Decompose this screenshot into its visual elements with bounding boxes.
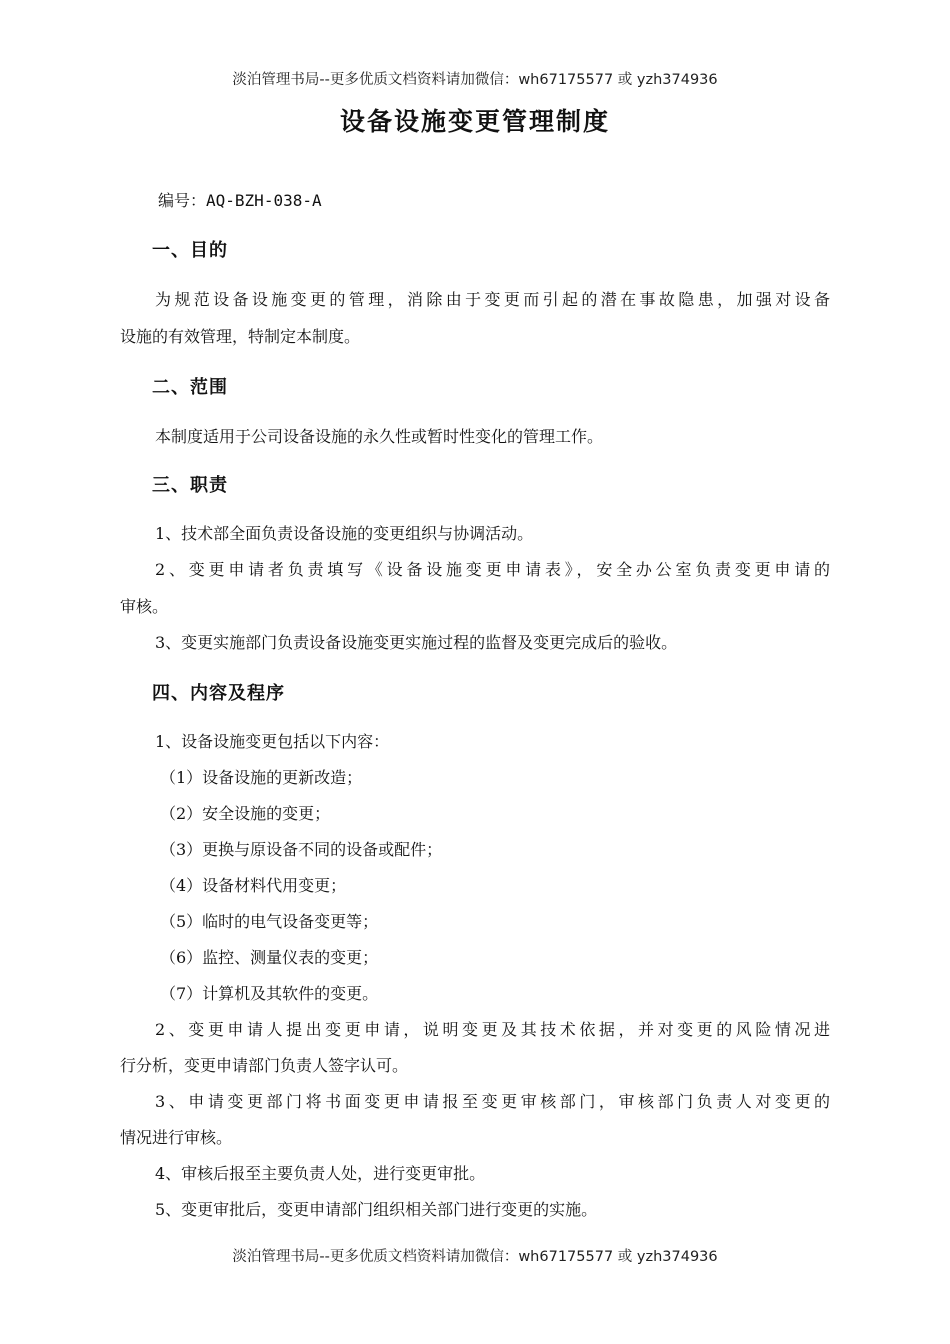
sub-list-item: （7）计算机及其软件的变更。 bbox=[160, 984, 379, 1003]
section-heading-purpose: 一、目的 bbox=[152, 240, 228, 261]
sub-list-item: （1）设备设施的更新改造； bbox=[160, 768, 363, 787]
list-item: 4、审核后报至主要负责人处，进行变更审批。 bbox=[155, 1164, 486, 1183]
list-item: 5、变更审批后，变更申请部门组织相关部门进行变更的实施。 bbox=[155, 1200, 598, 1219]
code-value: AQ-BZH-038-A bbox=[206, 191, 322, 210]
section-heading-procedure: 四、内容及程序 bbox=[152, 683, 285, 704]
list-item: 3、变更实施部门负责设备设施变更实施过程的监督及变更完成后的验收。 bbox=[155, 633, 678, 652]
page-header: 淡泊管理书局--更多优质文档资料请加微信：wh67175577 或 yzh374936 bbox=[232, 72, 718, 88]
sub-list-item: （2）安全设施的变更； bbox=[160, 804, 331, 823]
list-item: 1、设备设施变更包括以下内容： bbox=[155, 732, 390, 751]
section-heading-duties: 三、职责 bbox=[152, 475, 228, 496]
list-item: 2、变更申请者负责填写《设备设施变更申请表》，安全办公室负责变更申请的 bbox=[155, 560, 830, 579]
paragraph-line: 设施的有效管理，特制定本制度。 bbox=[120, 327, 361, 346]
sub-list-item: （3）更换与原设备不同的设备或配件； bbox=[160, 840, 443, 859]
section-heading-scope: 二、范围 bbox=[152, 377, 228, 398]
list-item: 2、变更申请人提出变更申请，说明变更及其技术依据，并对变更的风险情况进 bbox=[155, 1020, 830, 1039]
sub-list-item: （5）临时的电气设备变更等； bbox=[160, 912, 379, 931]
sub-list-item: （6）监控、测量仪表的变更； bbox=[160, 948, 379, 967]
list-item: 3、申请变更部门将书面变更申请报至变更审核部门，审核部门负责人对变更的 bbox=[155, 1092, 830, 1111]
document-title: 设备设施变更管理制度 bbox=[339, 107, 610, 136]
sub-list-item: （4）设备材料代用变更； bbox=[160, 876, 347, 895]
list-item-continuation: 审核。 bbox=[120, 597, 169, 616]
list-item: 1、技术部全面负责设备设施的变更组织与协调活动。 bbox=[155, 524, 534, 543]
code-label: 编号： bbox=[158, 191, 207, 210]
list-item-continuation: 情况进行审核。 bbox=[120, 1128, 233, 1147]
paragraph-line: 为规范设备设施变更的管理，消除由于变更而引起的潜在事故隐患，加强对设备 bbox=[155, 290, 830, 309]
paragraph-line: 本制度适用于公司设备设施的永久性或暂时性变化的管理工作。 bbox=[155, 427, 604, 446]
document-code bbox=[158, 188, 322, 211]
list-item-continuation: 行分析，变更申请部门负责人签字认可。 bbox=[120, 1056, 409, 1075]
page-footer: 淡泊管理书局--更多优质文档资料请加微信：wh67175577 或 yzh374936 bbox=[232, 1249, 718, 1265]
